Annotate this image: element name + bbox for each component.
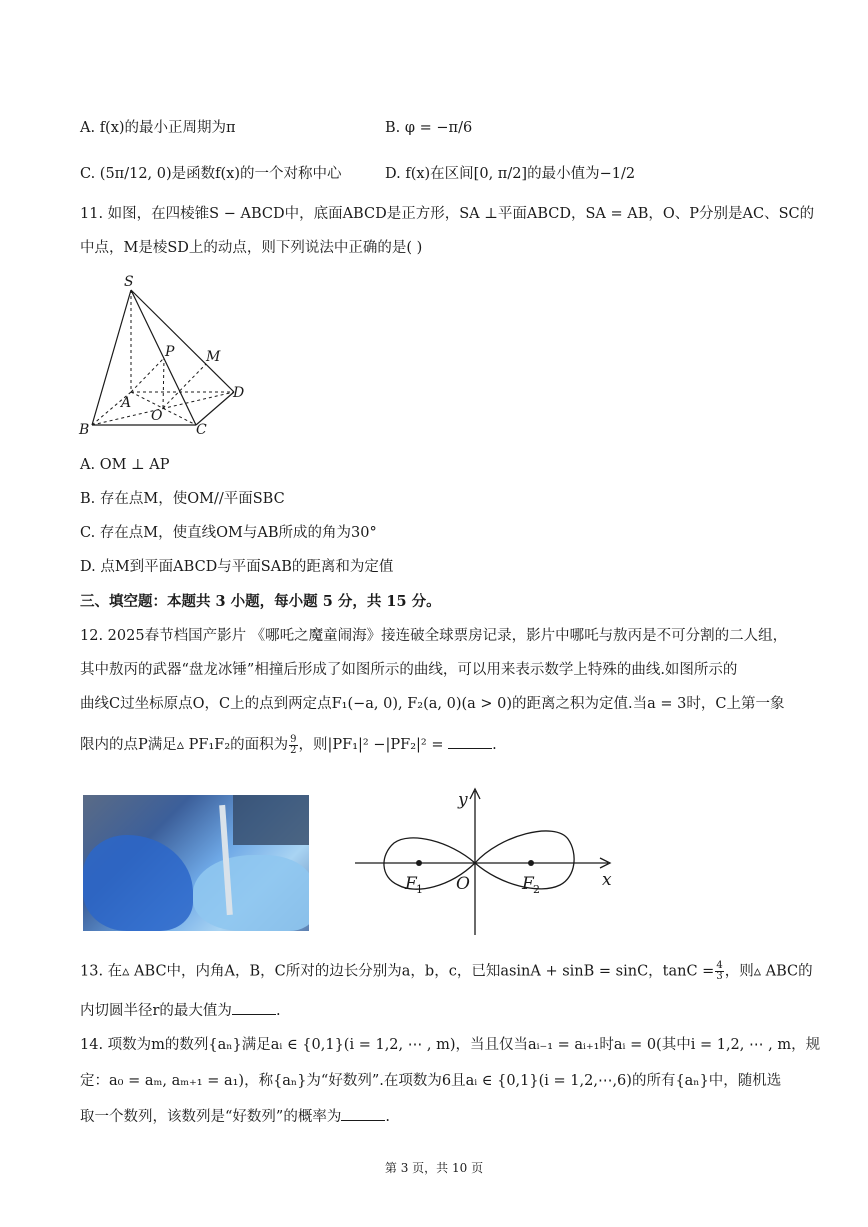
label-s: S [124, 274, 134, 290]
label-p: P [165, 344, 175, 360]
lemniscate-graph [350, 785, 620, 940]
focus-f2-subscript: 2 [533, 883, 540, 896]
q11-stem-line-1: 11. 如图，在四棱锥S − ABCD中，底面ABCD是正方形，SA ⊥平面ABCD，SA = AB，O、P分别是AC、SC的 [80, 206, 815, 222]
q14-line-3: 取一个数列，该数列是“好数列”的概率为 . [80, 1106, 390, 1127]
label-c: C [196, 422, 207, 438]
nezha-movie-still [83, 795, 309, 931]
q14-line-2: 定：a₀ = aₘ, aₘ₊₁ = a₁)，称{aₙ}为“好数列”.在项数为6且aᵢ ∈ {0,1}(i = 1,2,⋯,6)的所有{aₙ}中，随机选 [80, 1073, 782, 1089]
q11-stem-line-2: 中点，M是棱SD上的动点，则下列说法中正确的是( ) [80, 240, 423, 256]
focus-f1-label: F [405, 874, 417, 894]
q11-option-d: D. 点M到平面ABCD与平面SAB的距离和为定值 [80, 559, 394, 575]
focus-f1-subscript: 1 [416, 883, 423, 896]
q11-option-a: A. OM ⊥ AP [80, 457, 170, 473]
label-o: O [151, 408, 163, 424]
q14-answer-blank [341, 1106, 385, 1121]
page-footer: 第 3 页，共 10 页 [384, 1161, 484, 1175]
q12-answer-blank [448, 734, 492, 749]
pyramid-figure [76, 268, 266, 440]
label-d: D [233, 385, 245, 401]
q13-answer-blank [232, 1000, 276, 1015]
q10-option-b: B. φ = −π/6 [385, 120, 473, 136]
q13-tan-fraction: $\frac{4}{3}$ [716, 960, 723, 982]
q13-line-1: 13. 在▵ ABC中，内角A，B，C所对的边长分别为a，b，c，已知asinA + sinB = sinC，tanC = $\frac{4}{3}$ ，则▵ ABC的 [80, 960, 813, 982]
origin-label: O [456, 874, 470, 894]
q12-line-3: 曲线C过坐标原点O，C上的点到两定点F₁(−a, 0), F₂(a, 0)(a > 0)的距离之积为定值.当a = 3时，C上第一象 [80, 696, 785, 712]
q12-line-4: 限内的点P满足▵ PF₁F₂的面积为 $\frac{9}{2}$ ，则|PF₁|² −|PF₂|² = . [80, 733, 497, 756]
label-b: B [79, 422, 90, 438]
section-3-heading: 三、填空题：本题共 3 小题，每小题 5 分，共 15 分。 [80, 593, 441, 610]
q12-line-1: 12. 2025春节档国产影片 《哪吒之魔童闹海》接连破全球票房记录，影片中哪吒与敖丙是不可分割的二人组， [80, 628, 788, 644]
q12-area-fraction: $\frac{9}{2}$ [290, 733, 297, 756]
label-m: M [206, 349, 221, 365]
q10-option-d: D. f(x)在区间[0, π/2]的最小值为−1/2 [385, 166, 636, 182]
focus-f2-label: F [522, 874, 534, 894]
y-axis-label: y [458, 790, 468, 810]
q12-line-2: 其中敖丙的武器“盘龙冰锤”相撞后形成了如图所示的曲线，可以用来表示数学上特殊的曲线.如图所示的 [80, 662, 738, 678]
q11-option-c: C. 存在点M，使直线OM与AB所成的角为30° [80, 525, 377, 541]
q10-option-a: A. f(x)的最小正周期为π [80, 120, 236, 136]
q10-option-c: C. (5π/12, 0)是函数f(x)的一个对称中心 [80, 166, 342, 182]
q11-option-b: B. 存在点M，使OM//平面SBC [80, 491, 285, 507]
q14-line-1: 14. 项数为m的数列{aₙ}满足aᵢ ∈ {0,1}(i = 1,2, ⋯ , m)，当且仅当aᵢ₋₁ = aᵢ₊₁时aᵢ = 0(其中i = 1,2, ⋯ , m，规 [80, 1037, 821, 1053]
q13-line-2: 内切圆半径r的最大值为 . [80, 1000, 281, 1021]
label-a: A [121, 395, 132, 411]
x-axis-label: x [602, 870, 612, 890]
